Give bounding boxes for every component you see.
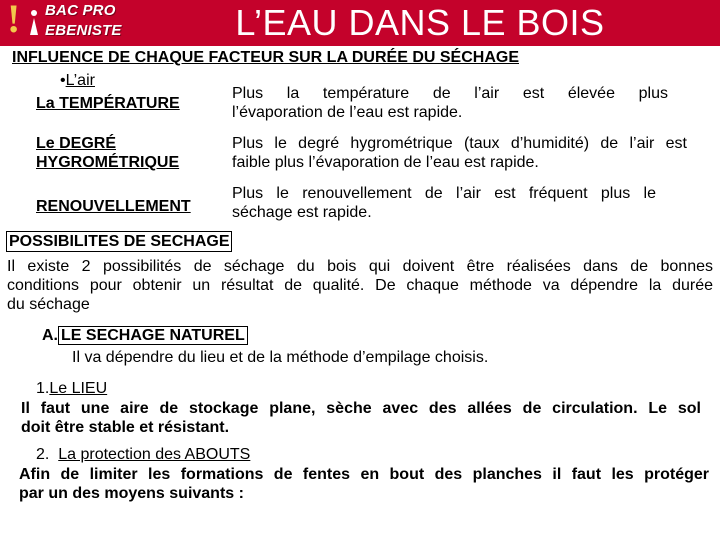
air-bullet-label: L’air (65, 72, 95, 89)
figure-icon (27, 8, 41, 36)
logo-text-ebeniste: EBENISTE (45, 22, 122, 39)
factor-label-hygrometry (36, 134, 179, 172)
bac-pro-logo (3, 0, 121, 44)
possibilities-heading: POSSIBILITES DE SECHAGE (6, 231, 232, 252)
item-text-line: par un des moyens suivants : (19, 485, 244, 502)
item-abouts-text (19, 465, 709, 503)
factor-label-line: HYGROMÉTRIQUE (36, 154, 180, 171)
item-title: Le LIEU (49, 380, 108, 397)
item-lieu-text (21, 399, 701, 437)
paragraph-line: conditions pour obtenir un résultat de qualité. De chaque méthode va dépendre la durée (7, 277, 713, 294)
item-text-line: Il faut une aire de stockage plane, sèche avec des allées de circulation. Le sol (21, 400, 701, 417)
factor-desc-temperature (232, 84, 668, 122)
factor-desc-hygrometry (232, 134, 687, 172)
subheading-title: LE SECHAGE NATUREL (58, 326, 248, 345)
influence-heading: INFLUENCE DE CHAQUE FACTEUR SUR LA DURÉE DU SÉCHAGE (12, 49, 519, 66)
possibilities-paragraph (7, 257, 713, 314)
page-title: L’EAU DANS LE BOIS (235, 2, 605, 43)
item-text-line: doit être stable et résistant. (21, 419, 230, 436)
factor-label-line: Le DEGRÉ (36, 135, 117, 152)
paragraph-line: Il existe 2 possibilités de séchage du bois qui doivent être réalisées dans de bonnes (7, 258, 713, 275)
factor-desc-line: Plus le renouvellement de l’air est fréquent plus le (232, 185, 656, 202)
item-title: La protection des ABOUTS (58, 446, 251, 463)
air-bullet (60, 71, 95, 90)
subheading-prefix: A. (42, 327, 58, 344)
item-lieu-title (36, 379, 107, 398)
natural-drying-text: Il va dépendre du lieu et de la méthode d’empilage choisis. (72, 349, 489, 366)
factor-label-temperature: La TEMPÉRATURE (36, 95, 180, 112)
item-prefix: 2. (36, 446, 50, 463)
exclamation-mark-icon: ! (7, 0, 21, 41)
factor-desc-line: Plus la température de l’air est élevée plus (232, 85, 668, 102)
logo-text-bac-pro: BAC PRO (45, 2, 116, 19)
item-prefix: 1. (36, 380, 50, 397)
factor-desc-renewal (232, 184, 656, 222)
factor-desc-line: Plus le degré hygrométrique (taux d’humidité) de l’air est (232, 135, 687, 152)
subheading-natural-drying (42, 326, 248, 345)
item-abouts-title (36, 445, 250, 464)
item-text-line: Afin de limiter les formations de fentes en bout des planches il faut les protéger (19, 466, 709, 483)
paragraph-line: du séchage (7, 296, 90, 313)
factor-desc-line: séchage est rapide. (232, 204, 372, 221)
factor-desc-line: l’évaporation de l’eau est rapide. (232, 104, 463, 121)
factor-desc-line: faible plus l’évaporation de l’eau est rapide. (232, 154, 539, 171)
bullet-icon: • (60, 72, 66, 89)
title-bar (0, 0, 720, 46)
factor-label-renewal: RENOUVELLEMENT (36, 198, 191, 215)
